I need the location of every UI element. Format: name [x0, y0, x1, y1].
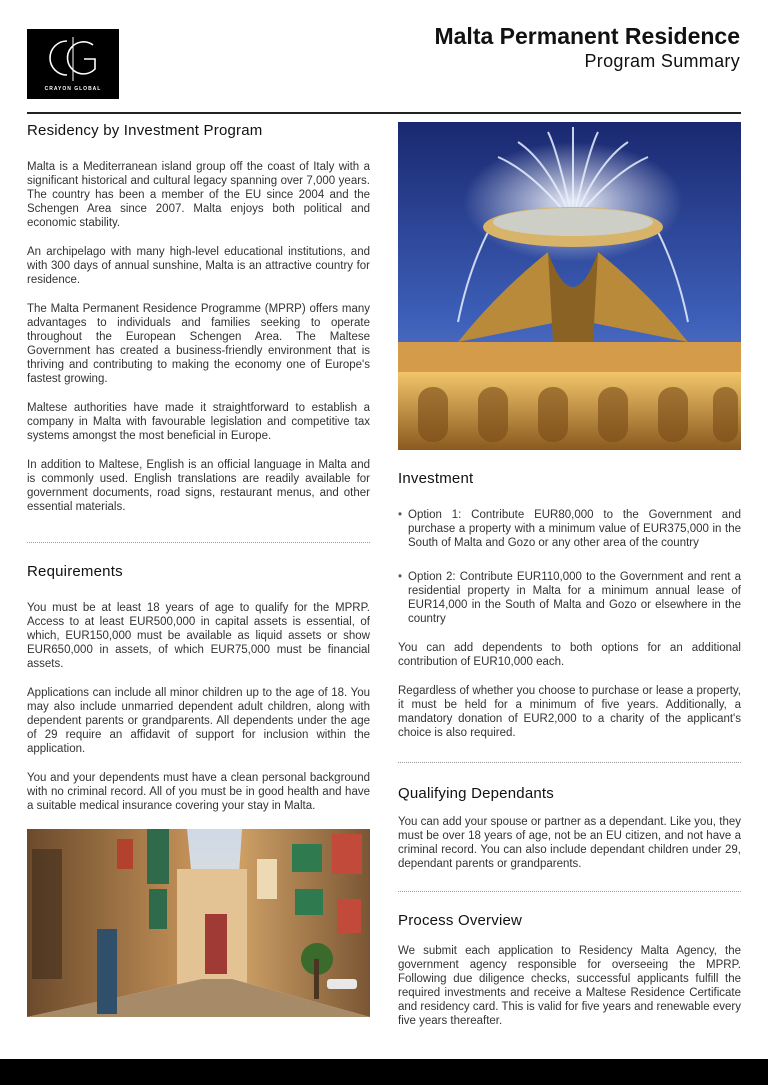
- investment-option-item: [398, 508, 741, 550]
- section-divider: [27, 542, 370, 543]
- process-paragraph: We submit each application to Residency Malta Agency, the government agency responsible for overseeing the MPRP. Following due diligence checks, successful applicants fulfill the required investments and receive a Maltese Residence Certificate and residency card. This is valid for five years and renewable every five years thereafter.: [398, 945, 741, 1027]
- title-block: [434, 22, 740, 72]
- dependants-paragraph: You can add your spouse or partner as a dependant. Like you, they must be over 18 years of age, not be an EU citizen, and not have a criminal record. You can also include dependant children under 29, dependant parents or grandparents.: [398, 816, 741, 870]
- left-column: [27, 122, 370, 1017]
- bullet-icon: •: [398, 509, 403, 521]
- residency-paragraph: An archipelago with many high-level educational institutions, and with 300 days of annual sunshine, Malta is an attractive country for residence.: [27, 246, 370, 286]
- street-photo-illustration: [27, 829, 370, 1017]
- requirements-paragraph: Applications can include all minor children up to the age of 18. You may also include unmarried dependent adult children, along with dependent parents or grandparents. All dependents under the age of 29 require an affidavit of support for inclusion within the application.: [27, 687, 370, 755]
- investment-option-text: Option 2: Contribute EUR110,000 to the Government and rent a residential property in Malta for a minimum annual lease of EUR14,000 in the South of Malta and Gozo or elsewhere in the country: [408, 571, 741, 625]
- investment-option-text: Option 1: Contribute EUR80,000 to the Government and purchase a property with a minimum value of EUR375,000 in the South of Malta and Gozo or any other area of the country: [408, 509, 741, 549]
- section-divider: [398, 762, 741, 763]
- requirements-paragraph: You and your dependents must have a clean personal background with no criminal record. All of you must be in good health and have a suitable medical insurance covering your stay in Malta.: [27, 772, 370, 812]
- requirements-paragraph: You must be at least 18 years of age to qualify for the MPRP. Access to at least EUR500,000 in capital assets is essential, of which, EUR150,000 must be available as liquid assets or show EUR650,000 in assets, of which EUR75,000 must be financial assets.: [27, 602, 370, 670]
- crayon-global-logo: [27, 29, 119, 99]
- page-subtitle: Program Summary: [584, 51, 740, 71]
- residency-section-title: Residency by Investment Program: [27, 122, 263, 139]
- investment-paragraph: You can add dependents to both options for an additional contribution of EUR10,000 each.: [398, 642, 741, 668]
- valletta-street-photo: [27, 829, 370, 1017]
- right-column: [398, 122, 741, 1028]
- requirements-section-title: Requirements: [27, 563, 123, 580]
- footer-bar: [0, 1059, 768, 1085]
- investment-paragraph: Regardless of whether you choose to purchase or lease a property, it must be held for a minimum of five years. Additionally, a mandatory donation of EUR2,000 to a charity of the applicant's choice is also required.: [398, 685, 741, 739]
- residency-paragraph: In addition to Maltese, English is an official language in Malta and is commonly used. English translations are readily available for government documents, road signs, restaurant menus, and other essential materials.: [27, 459, 370, 513]
- process-section-title: Process Overview: [398, 912, 523, 929]
- section-divider: [398, 891, 741, 892]
- logo-wordmark: CRAYON GLOBAL: [44, 86, 102, 92]
- page-title: Malta Permanent Residence: [434, 23, 740, 49]
- residency-paragraph: The Malta Permanent Residence Programme (MPRP) offers many advantages to individuals and families seeking to operate throughout the European Schengen Area. The Maltese Government has created a business-friendly environment that is thriving and contributing to making the economy one of Europe's fastest growing.: [27, 303, 370, 385]
- header-divider: [27, 112, 741, 114]
- investment-options-list: [398, 508, 741, 626]
- dependants-section-title: Qualifying Dependants: [398, 785, 554, 802]
- investment-option-item: [398, 570, 741, 626]
- triton-fountain-photo: [398, 122, 741, 450]
- investment-section-title: Investment: [398, 470, 474, 487]
- residency-paragraph: Malta is a Mediterranean island group off the coast of Italy with a significant historical and cultural legacy spanning over 7,000 years. The country has been a member of the EU since 2004 and the Schengen Area since 2007. Malta enjoys both political and economic stability.: [27, 161, 370, 229]
- fountain-photo-illustration: [398, 122, 741, 450]
- bullet-icon: •: [398, 571, 403, 583]
- residency-paragraph: Maltese authorities have made it straightforward to establish a company in Malta with favourable legislation and competitive tax systems amongst the most beneficial in Europe.: [27, 402, 370, 442]
